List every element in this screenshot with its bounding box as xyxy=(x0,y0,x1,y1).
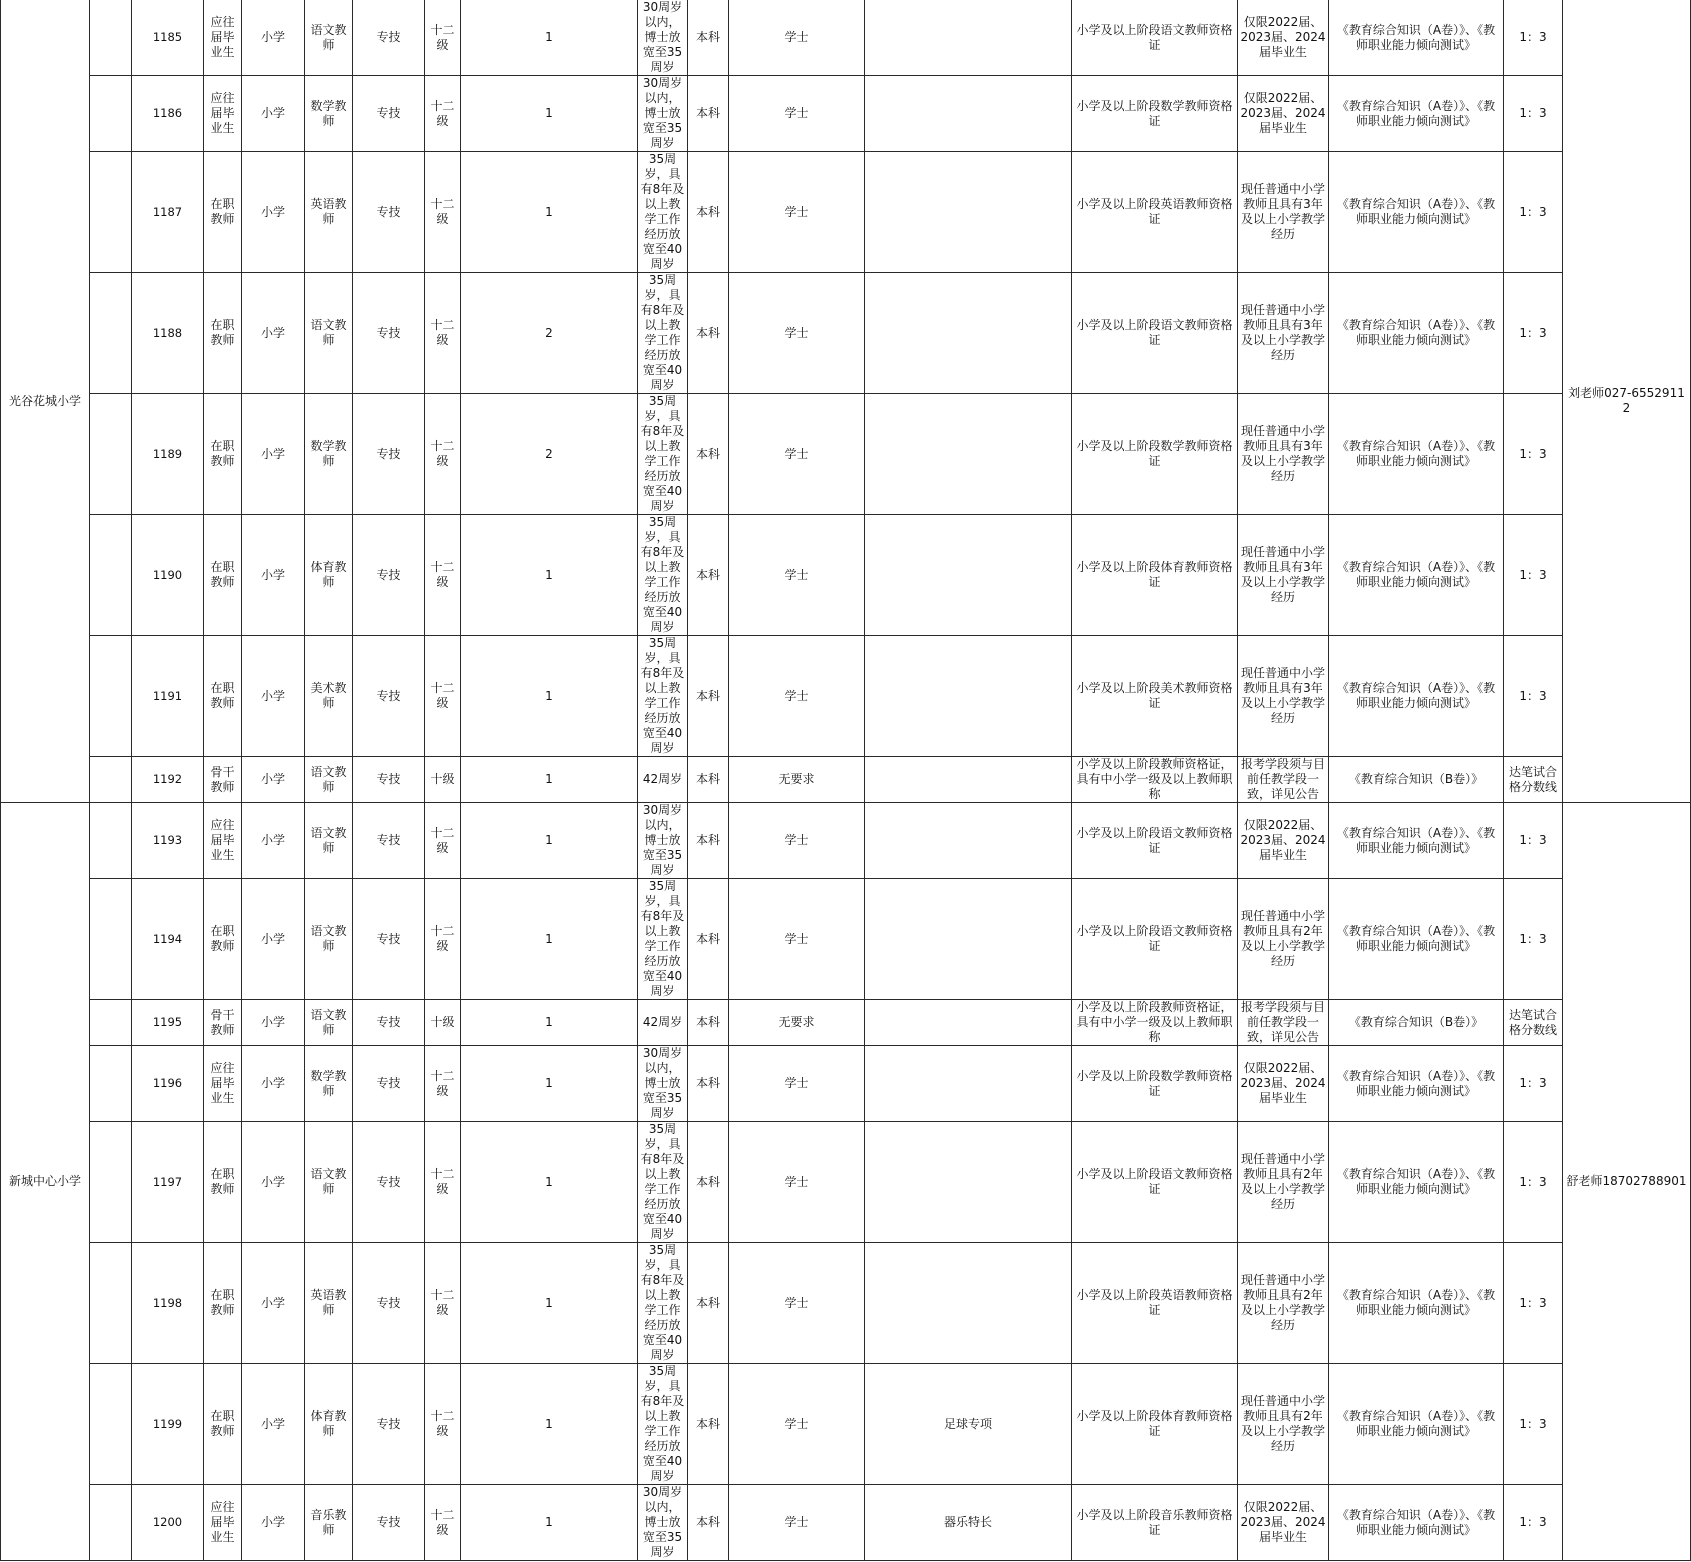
post-type-cell: 专技 xyxy=(353,1046,425,1122)
applicant-type-cell: 在职教师 xyxy=(204,1364,242,1485)
age-requirement-cell: 35周岁，具有8年及以上教学工作经历放宽至40周岁 xyxy=(638,1243,688,1364)
degree-cell: 学士 xyxy=(729,1243,865,1364)
headcount-cell: 1 xyxy=(461,1046,638,1122)
interview-ratio-cell: 1：3 xyxy=(1504,1485,1563,1561)
grade-cell: 十二级 xyxy=(425,1122,461,1243)
other-requirement-cell: 仅限2022届、2023届、2024届毕业生 xyxy=(1238,76,1329,152)
interview-ratio-cell: 达笔试合格分数线 xyxy=(1504,757,1563,803)
table-row xyxy=(1,273,1691,394)
other-requirement-cell: 现任普通中小学教师且具有3年及以上小学教学经历 xyxy=(1238,515,1329,636)
position-code-cell: 1187 xyxy=(132,152,204,273)
spacer-cell xyxy=(90,879,132,1000)
post-type-cell: 专技 xyxy=(353,1122,425,1243)
position-code-cell: 1200 xyxy=(132,1485,204,1561)
certificate-requirement-cell: 小学及以上阶段数学教师资格证 xyxy=(1072,76,1238,152)
exam-subjects-cell: 《教育综合知识（A卷）》、《教师职业能力倾向测试》 xyxy=(1329,76,1504,152)
other-requirement-cell: 现任普通中小学教师且具有3年及以上小学教学经历 xyxy=(1238,273,1329,394)
other-requirement-cell: 现任普通中小学教师且具有3年及以上小学教学经历 xyxy=(1238,152,1329,273)
certificate-requirement-cell: 小学及以上阶段语文教师资格证 xyxy=(1072,1122,1238,1243)
school-level-cell: 小学 xyxy=(242,0,305,76)
other-requirement-cell: 现任普通中小学教师且具有2年及以上小学教学经历 xyxy=(1238,1243,1329,1364)
headcount-cell: 1 xyxy=(461,879,638,1000)
school-level-cell: 小学 xyxy=(242,152,305,273)
table-row xyxy=(1,1485,1691,1561)
table-row xyxy=(1,879,1691,1000)
grade-cell: 十二级 xyxy=(425,1364,461,1485)
post-type-cell: 专技 xyxy=(353,636,425,757)
education-cell: 本科 xyxy=(688,515,729,636)
headcount-cell: 1 xyxy=(461,636,638,757)
specialty-cell xyxy=(865,152,1072,273)
post-type-cell: 专技 xyxy=(353,0,425,76)
other-requirement-cell: 仅限2022届、2023届、2024届毕业生 xyxy=(1238,803,1329,879)
headcount-cell: 1 xyxy=(461,1000,638,1046)
certificate-requirement-cell: 小学及以上阶段体育教师资格证 xyxy=(1072,1364,1238,1485)
subject-cell: 数学教师 xyxy=(305,76,353,152)
school-level-cell: 小学 xyxy=(242,515,305,636)
spacer-cell xyxy=(90,394,132,515)
post-type-cell: 专技 xyxy=(353,803,425,879)
other-requirement-cell: 报考学段须与目前任教学段一致，详见公告 xyxy=(1238,757,1329,803)
position-code-cell: 1196 xyxy=(132,1046,204,1122)
subject-cell: 语文教师 xyxy=(305,1000,353,1046)
education-cell: 本科 xyxy=(688,1000,729,1046)
education-cell: 本科 xyxy=(688,273,729,394)
age-requirement-cell: 35周岁，具有8年及以上教学工作经历放宽至40周岁 xyxy=(638,515,688,636)
exam-subjects-cell: 《教育综合知识（A卷）》、《教师职业能力倾向测试》 xyxy=(1329,1046,1504,1122)
school-level-cell: 小学 xyxy=(242,1000,305,1046)
spacer-cell xyxy=(90,803,132,879)
spacer-cell xyxy=(90,1243,132,1364)
degree-cell: 学士 xyxy=(729,76,865,152)
table-row xyxy=(1,76,1691,152)
specialty-cell xyxy=(865,803,1072,879)
table-row xyxy=(1,1364,1691,1485)
age-requirement-cell: 30周岁以内，博士放宽至35周岁 xyxy=(638,0,688,76)
school-level-cell: 小学 xyxy=(242,1243,305,1364)
exam-subjects-cell: 《教育综合知识（A卷）》、《教师职业能力倾向测试》 xyxy=(1329,1243,1504,1364)
grade-cell: 十二级 xyxy=(425,803,461,879)
school-level-cell: 小学 xyxy=(242,757,305,803)
interview-ratio-cell: 1：3 xyxy=(1504,0,1563,76)
exam-subjects-cell: 《教育综合知识（A卷）》、《教师职业能力倾向测试》 xyxy=(1329,394,1504,515)
specialty-cell xyxy=(865,1243,1072,1364)
headcount-cell: 1 xyxy=(461,803,638,879)
specialty-cell xyxy=(865,879,1072,1000)
grade-cell: 十二级 xyxy=(425,1243,461,1364)
contact-cell: 刘老师027-65529112 xyxy=(1563,0,1691,803)
other-requirement-cell: 报考学段须与目前任教学段一致，详见公告 xyxy=(1238,1000,1329,1046)
other-requirement-cell: 现任普通中小学教师且具有3年及以上小学教学经历 xyxy=(1238,636,1329,757)
position-code-cell: 1193 xyxy=(132,803,204,879)
other-requirement-cell: 仅限2022届、2023届、2024届毕业生 xyxy=(1238,0,1329,76)
position-code-cell: 1192 xyxy=(132,757,204,803)
certificate-requirement-cell: 小学及以上阶段语文教师资格证 xyxy=(1072,0,1238,76)
exam-subjects-cell: 《教育综合知识（A卷）》、《教师职业能力倾向测试》 xyxy=(1329,879,1504,1000)
school-level-cell: 小学 xyxy=(242,1485,305,1561)
other-requirement-cell: 现任普通中小学教师且具有3年及以上小学教学经历 xyxy=(1238,394,1329,515)
age-requirement-cell: 30周岁以内，博士放宽至35周岁 xyxy=(638,1485,688,1561)
exam-subjects-cell: 《教育综合知识（A卷）》、《教师职业能力倾向测试》 xyxy=(1329,1122,1504,1243)
position-code-cell: 1194 xyxy=(132,879,204,1000)
degree-cell: 学士 xyxy=(729,879,865,1000)
applicant-type-cell: 在职教师 xyxy=(204,273,242,394)
interview-ratio-cell: 1：3 xyxy=(1504,1364,1563,1485)
certificate-requirement-cell: 小学及以上阶段数学教师资格证 xyxy=(1072,1046,1238,1122)
spacer-cell xyxy=(90,636,132,757)
applicant-type-cell: 在职教师 xyxy=(204,515,242,636)
contact-cell: 舒老师18702788901 xyxy=(1563,803,1691,1561)
specialty-cell xyxy=(865,394,1072,515)
education-cell: 本科 xyxy=(688,803,729,879)
grade-cell: 十二级 xyxy=(425,515,461,636)
interview-ratio-cell: 1：3 xyxy=(1504,1046,1563,1122)
education-cell: 本科 xyxy=(688,879,729,1000)
position-code-cell: 1186 xyxy=(132,76,204,152)
education-cell: 本科 xyxy=(688,152,729,273)
exam-subjects-cell: 《教育综合知识（B卷）》 xyxy=(1329,757,1504,803)
specialty-cell xyxy=(865,636,1072,757)
post-type-cell: 专技 xyxy=(353,76,425,152)
specialty-cell xyxy=(865,1046,1072,1122)
specialty-cell: 足球专项 xyxy=(865,1364,1072,1485)
school-level-cell: 小学 xyxy=(242,76,305,152)
age-requirement-cell: 35周岁，具有8年及以上教学工作经历放宽至40周岁 xyxy=(638,879,688,1000)
post-type-cell: 专技 xyxy=(353,1000,425,1046)
headcount-cell: 1 xyxy=(461,1122,638,1243)
applicant-type-cell: 在职教师 xyxy=(204,636,242,757)
specialty-cell: 器乐特长 xyxy=(865,1485,1072,1561)
exam-subjects-cell: 《教育综合知识（A卷）》、《教师职业能力倾向测试》 xyxy=(1329,803,1504,879)
degree-cell: 学士 xyxy=(729,515,865,636)
degree-cell: 学士 xyxy=(729,1122,865,1243)
headcount-cell: 1 xyxy=(461,1364,638,1485)
position-code-cell: 1190 xyxy=(132,515,204,636)
interview-ratio-cell: 1：3 xyxy=(1504,152,1563,273)
grade-cell: 十二级 xyxy=(425,879,461,1000)
table-row xyxy=(1,0,1691,76)
specialty-cell xyxy=(865,1122,1072,1243)
age-requirement-cell: 35周岁，具有8年及以上教学工作经历放宽至40周岁 xyxy=(638,1364,688,1485)
degree-cell: 无要求 xyxy=(729,1000,865,1046)
education-cell: 本科 xyxy=(688,394,729,515)
subject-cell: 数学教师 xyxy=(305,394,353,515)
table-row xyxy=(1,757,1691,803)
exam-subjects-cell: 《教育综合知识（A卷）》、《教师职业能力倾向测试》 xyxy=(1329,273,1504,394)
subject-cell: 体育教师 xyxy=(305,1364,353,1485)
other-requirement-cell: 现任普通中小学教师且具有2年及以上小学教学经历 xyxy=(1238,879,1329,1000)
post-type-cell: 专技 xyxy=(353,152,425,273)
education-cell: 本科 xyxy=(688,636,729,757)
spacer-cell xyxy=(90,76,132,152)
school-level-cell: 小学 xyxy=(242,1122,305,1243)
spacer-cell xyxy=(90,273,132,394)
exam-subjects-cell: 《教育综合知识（A卷）》、《教师职业能力倾向测试》 xyxy=(1329,1485,1504,1561)
spacer-cell xyxy=(90,1046,132,1122)
interview-ratio-cell: 1：3 xyxy=(1504,273,1563,394)
exam-subjects-cell: 《教育综合知识（A卷）》、《教师职业能力倾向测试》 xyxy=(1329,636,1504,757)
applicant-type-cell: 在职教师 xyxy=(204,152,242,273)
applicant-type-cell: 应往届毕业生 xyxy=(204,803,242,879)
grade-cell: 十二级 xyxy=(425,1485,461,1561)
spacer-cell xyxy=(90,1000,132,1046)
specialty-cell xyxy=(865,0,1072,76)
applicant-type-cell: 在职教师 xyxy=(204,879,242,1000)
spacer-cell xyxy=(90,0,132,76)
exam-subjects-cell: 《教育综合知识（A卷）》、《教师职业能力倾向测试》 xyxy=(1329,0,1504,76)
certificate-requirement-cell: 小学及以上阶段教师资格证，具有中小学一级及以上教师职称 xyxy=(1072,757,1238,803)
education-cell: 本科 xyxy=(688,1046,729,1122)
degree-cell: 学士 xyxy=(729,273,865,394)
grade-cell: 十二级 xyxy=(425,0,461,76)
headcount-cell: 1 xyxy=(461,515,638,636)
education-cell: 本科 xyxy=(688,76,729,152)
specialty-cell xyxy=(865,515,1072,636)
headcount-cell: 1 xyxy=(461,76,638,152)
grade-cell: 十二级 xyxy=(425,273,461,394)
interview-ratio-cell: 达笔试合格分数线 xyxy=(1504,1000,1563,1046)
position-code-cell: 1198 xyxy=(132,1243,204,1364)
education-cell: 本科 xyxy=(688,1243,729,1364)
subject-cell: 语文教师 xyxy=(305,273,353,394)
post-type-cell: 专技 xyxy=(353,515,425,636)
applicant-type-cell: 骨干教师 xyxy=(204,1000,242,1046)
table-row xyxy=(1,152,1691,273)
age-requirement-cell: 30周岁以内，博士放宽至35周岁 xyxy=(638,1046,688,1122)
specialty-cell xyxy=(865,76,1072,152)
table-row xyxy=(1,636,1691,757)
education-cell: 本科 xyxy=(688,0,729,76)
age-requirement-cell: 35周岁，具有8年及以上教学工作经历放宽至40周岁 xyxy=(638,394,688,515)
school-name-cell: 光谷花城小学 xyxy=(1,0,90,803)
table-row xyxy=(1,1046,1691,1122)
position-code-cell: 1191 xyxy=(132,636,204,757)
education-cell: 本科 xyxy=(688,757,729,803)
school-level-cell: 小学 xyxy=(242,803,305,879)
interview-ratio-cell: 1：3 xyxy=(1504,76,1563,152)
subject-cell: 音乐教师 xyxy=(305,1485,353,1561)
headcount-cell: 2 xyxy=(461,394,638,515)
table-row xyxy=(1,803,1691,879)
subject-cell: 语文教师 xyxy=(305,803,353,879)
spacer-cell xyxy=(90,515,132,636)
table-row xyxy=(1,1243,1691,1364)
certificate-requirement-cell: 小学及以上阶段英语教师资格证 xyxy=(1072,1243,1238,1364)
applicant-type-cell: 应往届毕业生 xyxy=(204,1485,242,1561)
exam-subjects-cell: 《教育综合知识（B卷）》 xyxy=(1329,1000,1504,1046)
grade-cell: 十级 xyxy=(425,1000,461,1046)
age-requirement-cell: 35周岁，具有8年及以上教学工作经历放宽至40周岁 xyxy=(638,152,688,273)
applicant-type-cell: 骨干教师 xyxy=(204,757,242,803)
school-level-cell: 小学 xyxy=(242,273,305,394)
specialty-cell xyxy=(865,1000,1072,1046)
position-code-cell: 1199 xyxy=(132,1364,204,1485)
table-row xyxy=(1,1000,1691,1046)
spacer-cell xyxy=(90,152,132,273)
education-cell: 本科 xyxy=(688,1122,729,1243)
table-body xyxy=(1,0,1691,1561)
certificate-requirement-cell: 小学及以上阶段语文教师资格证 xyxy=(1072,879,1238,1000)
degree-cell: 学士 xyxy=(729,1485,865,1561)
school-level-cell: 小学 xyxy=(242,1046,305,1122)
position-code-cell: 1197 xyxy=(132,1122,204,1243)
position-code-cell: 1189 xyxy=(132,394,204,515)
grade-cell: 十二级 xyxy=(425,152,461,273)
other-requirement-cell: 仅限2022届、2023届、2024届毕业生 xyxy=(1238,1046,1329,1122)
post-type-cell: 专技 xyxy=(353,1485,425,1561)
age-requirement-cell: 35周岁，具有8年及以上教学工作经历放宽至40周岁 xyxy=(638,636,688,757)
applicant-type-cell: 在职教师 xyxy=(204,1243,242,1364)
subject-cell: 语文教师 xyxy=(305,879,353,1000)
exam-subjects-cell: 《教育综合知识（A卷）》、《教师职业能力倾向测试》 xyxy=(1329,1364,1504,1485)
certificate-requirement-cell: 小学及以上阶段音乐教师资格证 xyxy=(1072,1485,1238,1561)
degree-cell: 学士 xyxy=(729,1046,865,1122)
headcount-cell: 1 xyxy=(461,152,638,273)
spacer-cell xyxy=(90,1364,132,1485)
certificate-requirement-cell: 小学及以上阶段语文教师资格证 xyxy=(1072,803,1238,879)
headcount-cell: 1 xyxy=(461,0,638,76)
education-cell: 本科 xyxy=(688,1364,729,1485)
degree-cell: 学士 xyxy=(729,394,865,515)
degree-cell: 无要求 xyxy=(729,757,865,803)
degree-cell: 学士 xyxy=(729,803,865,879)
post-type-cell: 专技 xyxy=(353,1364,425,1485)
school-level-cell: 小学 xyxy=(242,636,305,757)
interview-ratio-cell: 1：3 xyxy=(1504,515,1563,636)
age-requirement-cell: 42周岁 xyxy=(638,757,688,803)
spacer-cell xyxy=(90,1122,132,1243)
exam-subjects-cell: 《教育综合知识（A卷）》、《教师职业能力倾向测试》 xyxy=(1329,152,1504,273)
headcount-cell: 1 xyxy=(461,1485,638,1561)
degree-cell: 学士 xyxy=(729,636,865,757)
age-requirement-cell: 30周岁以内，博士放宽至35周岁 xyxy=(638,803,688,879)
spacer-cell xyxy=(90,757,132,803)
other-requirement-cell: 现任普通中小学教师且具有2年及以上小学教学经历 xyxy=(1238,1364,1329,1485)
certificate-requirement-cell: 小学及以上阶段数学教师资格证 xyxy=(1072,394,1238,515)
headcount-cell: 1 xyxy=(461,1243,638,1364)
specialty-cell xyxy=(865,757,1072,803)
interview-ratio-cell: 1：3 xyxy=(1504,1243,1563,1364)
applicant-type-cell: 在职教师 xyxy=(204,1122,242,1243)
grade-cell: 十二级 xyxy=(425,394,461,515)
post-type-cell: 专技 xyxy=(353,879,425,1000)
education-cell: 本科 xyxy=(688,1485,729,1561)
post-type-cell: 专技 xyxy=(353,273,425,394)
grade-cell: 十二级 xyxy=(425,1046,461,1122)
age-requirement-cell: 30周岁以内，博士放宽至35周岁 xyxy=(638,76,688,152)
degree-cell: 学士 xyxy=(729,1364,865,1485)
other-requirement-cell: 现任普通中小学教师且具有2年及以上小学教学经历 xyxy=(1238,1122,1329,1243)
school-level-cell: 小学 xyxy=(242,879,305,1000)
subject-cell: 语文教师 xyxy=(305,1122,353,1243)
age-requirement-cell: 35周岁，具有8年及以上教学工作经历放宽至40周岁 xyxy=(638,273,688,394)
subject-cell: 语文教师 xyxy=(305,0,353,76)
applicant-type-cell: 应往届毕业生 xyxy=(204,76,242,152)
grade-cell: 十二级 xyxy=(425,636,461,757)
school-level-cell: 小学 xyxy=(242,1364,305,1485)
grade-cell: 十二级 xyxy=(425,76,461,152)
position-code-cell: 1195 xyxy=(132,1000,204,1046)
subject-cell: 体育教师 xyxy=(305,515,353,636)
table-row xyxy=(1,1122,1691,1243)
applicant-type-cell: 应往届毕业生 xyxy=(204,1046,242,1122)
position-code-cell: 1185 xyxy=(132,0,204,76)
interview-ratio-cell: 1：3 xyxy=(1504,1122,1563,1243)
degree-cell: 学士 xyxy=(729,152,865,273)
applicant-type-cell: 应往届毕业生 xyxy=(204,0,242,76)
age-requirement-cell: 42周岁 xyxy=(638,1000,688,1046)
post-type-cell: 专技 xyxy=(353,757,425,803)
post-type-cell: 专技 xyxy=(353,394,425,515)
interview-ratio-cell: 1：3 xyxy=(1504,879,1563,1000)
applicant-type-cell: 在职教师 xyxy=(204,394,242,515)
interview-ratio-cell: 1：3 xyxy=(1504,394,1563,515)
subject-cell: 英语教师 xyxy=(305,1243,353,1364)
specialty-cell xyxy=(865,273,1072,394)
certificate-requirement-cell: 小学及以上阶段体育教师资格证 xyxy=(1072,515,1238,636)
post-type-cell: 专技 xyxy=(353,1243,425,1364)
degree-cell: 学士 xyxy=(729,0,865,76)
age-requirement-cell: 35周岁，具有8年及以上教学工作经历放宽至40周岁 xyxy=(638,1122,688,1243)
subject-cell: 语文教师 xyxy=(305,757,353,803)
headcount-cell: 2 xyxy=(461,273,638,394)
school-level-cell: 小学 xyxy=(242,394,305,515)
spacer-cell xyxy=(90,1485,132,1561)
exam-subjects-cell: 《教育综合知识（A卷）》、《教师职业能力倾向测试》 xyxy=(1329,515,1504,636)
grade-cell: 十级 xyxy=(425,757,461,803)
table-row xyxy=(1,515,1691,636)
subject-cell: 数学教师 xyxy=(305,1046,353,1122)
other-requirement-cell: 仅限2022届、2023届、2024届毕业生 xyxy=(1238,1485,1329,1561)
certificate-requirement-cell: 小学及以上阶段语文教师资格证 xyxy=(1072,273,1238,394)
certificate-requirement-cell: 小学及以上阶段美术教师资格证 xyxy=(1072,636,1238,757)
certificate-requirement-cell: 小学及以上阶段英语教师资格证 xyxy=(1072,152,1238,273)
subject-cell: 美术教师 xyxy=(305,636,353,757)
interview-ratio-cell: 1：3 xyxy=(1504,636,1563,757)
school-name-cell: 新城中心小学 xyxy=(1,803,90,1561)
subject-cell: 英语教师 xyxy=(305,152,353,273)
table-row xyxy=(1,394,1691,515)
interview-ratio-cell: 1：3 xyxy=(1504,803,1563,879)
position-code-cell: 1188 xyxy=(132,273,204,394)
headcount-cell: 1 xyxy=(461,757,638,803)
certificate-requirement-cell: 小学及以上阶段教师资格证，具有中小学一级及以上教师职称 xyxy=(1072,1000,1238,1046)
